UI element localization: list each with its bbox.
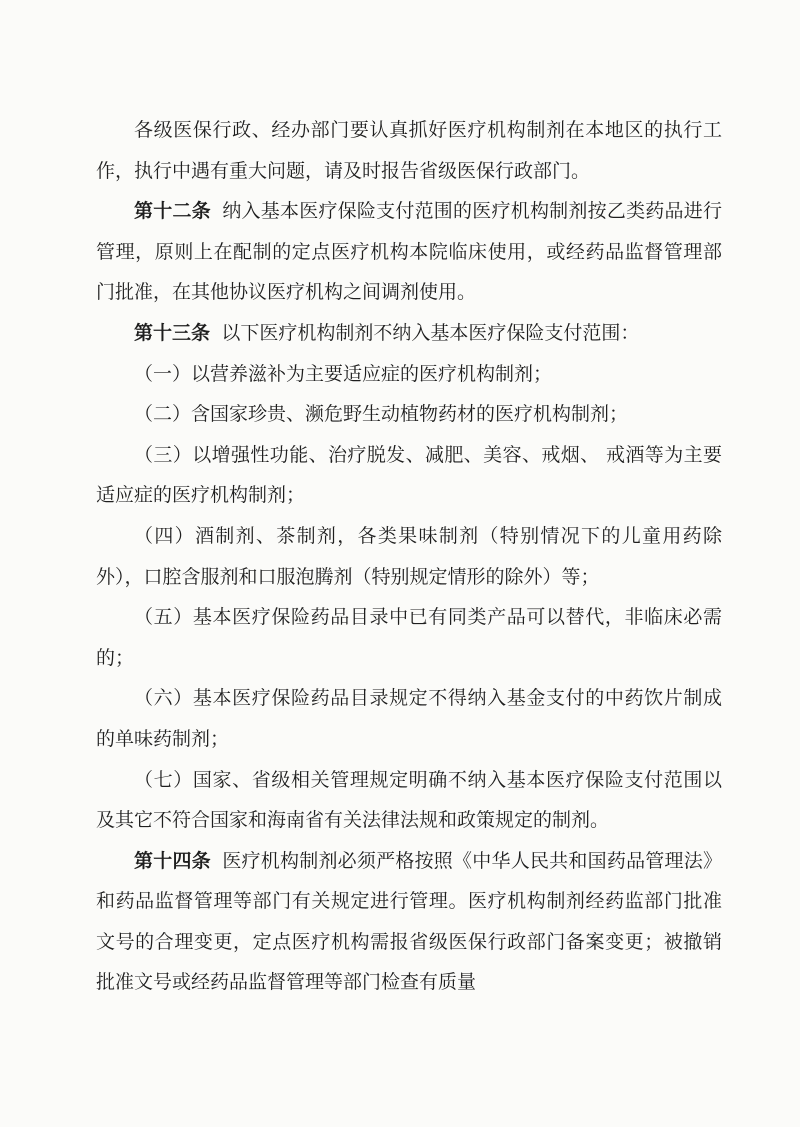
paragraph-text: （一）以营养滋补为主要适应症的医疗机构制剂；	[134, 362, 553, 385]
paragraph-text: （二）含国家珍贵、濒危野生动植物药材的医疗机构制剂；	[134, 403, 629, 426]
article-12	[96, 191, 722, 313]
paragraph-text: 医疗机构制剂必须严格按照《中华人民共和国药品管理法》和药品监督管理等部门有关规定进行管理。医疗机构制剂经药监部门批准文号的合理变更，定点医疗机构需报省级医保行政部门备案变更；被撤销批准文号或经药品监督管理等部门检查有质量	[96, 849, 722, 994]
list-item-6	[96, 678, 722, 759]
paragraph-text: 纳入基本医疗保险支付范围的医疗机构制剂按乙类药品进行管理，原则上在配制的定点医疗机构本院临床使用，或经药品监督管理部门批准，在其他协议医疗机构之间调剂使用。	[96, 200, 722, 304]
document-body	[96, 110, 722, 1003]
article-heading: 第十三条	[134, 321, 211, 344]
paragraph-text: （三）以增强性功能、治疗脱发、减肥、美容、戒烟、 戒酒等为主要适应症的医疗机构制剂；	[96, 443, 722, 507]
list-item-4	[96, 516, 722, 597]
paragraph-text: （四）酒制剂、茶制剂，各类果味制剂（特别情况下的儿童用药除外），口腔含服剂和口服泡腾剂（特别规定情形的除外）等；	[96, 524, 722, 588]
list-item-3	[96, 435, 722, 516]
list-item-1	[96, 354, 722, 395]
list-item-5	[96, 597, 722, 678]
paragraph-text: （五）基本医疗保险药品目录中已有同类产品可以替代，非临床必需的；	[96, 606, 722, 669]
paragraph-text: （七）国家、省级相关管理规定明确不纳入基本医疗保险支付范围以及其它不符合国家和海南省有关法律法规和政策规定的制剂。	[96, 768, 722, 832]
paragraph-text: （六）基本医疗保险药品目录规定不得纳入基金支付的中药饮片制成的单味药制剂；	[96, 687, 722, 750]
list-item-2	[96, 394, 722, 435]
list-item-7	[96, 760, 722, 841]
article-heading: 第十二条	[134, 200, 211, 223]
paragraph-text: 各级医保行政、经办部门要认真抓好医疗机构制剂在本地区的执行工作，执行中遇有重大问题，请及时报告省级医保行政部门。	[96, 119, 722, 182]
article-14	[96, 841, 722, 1003]
article-heading: 第十四条	[134, 849, 211, 872]
paragraph-text: 以下医疗机构制剂不纳入基本医疗保险支付范围：	[221, 321, 640, 344]
paragraph-1	[96, 110, 722, 191]
article-13	[96, 313, 722, 354]
